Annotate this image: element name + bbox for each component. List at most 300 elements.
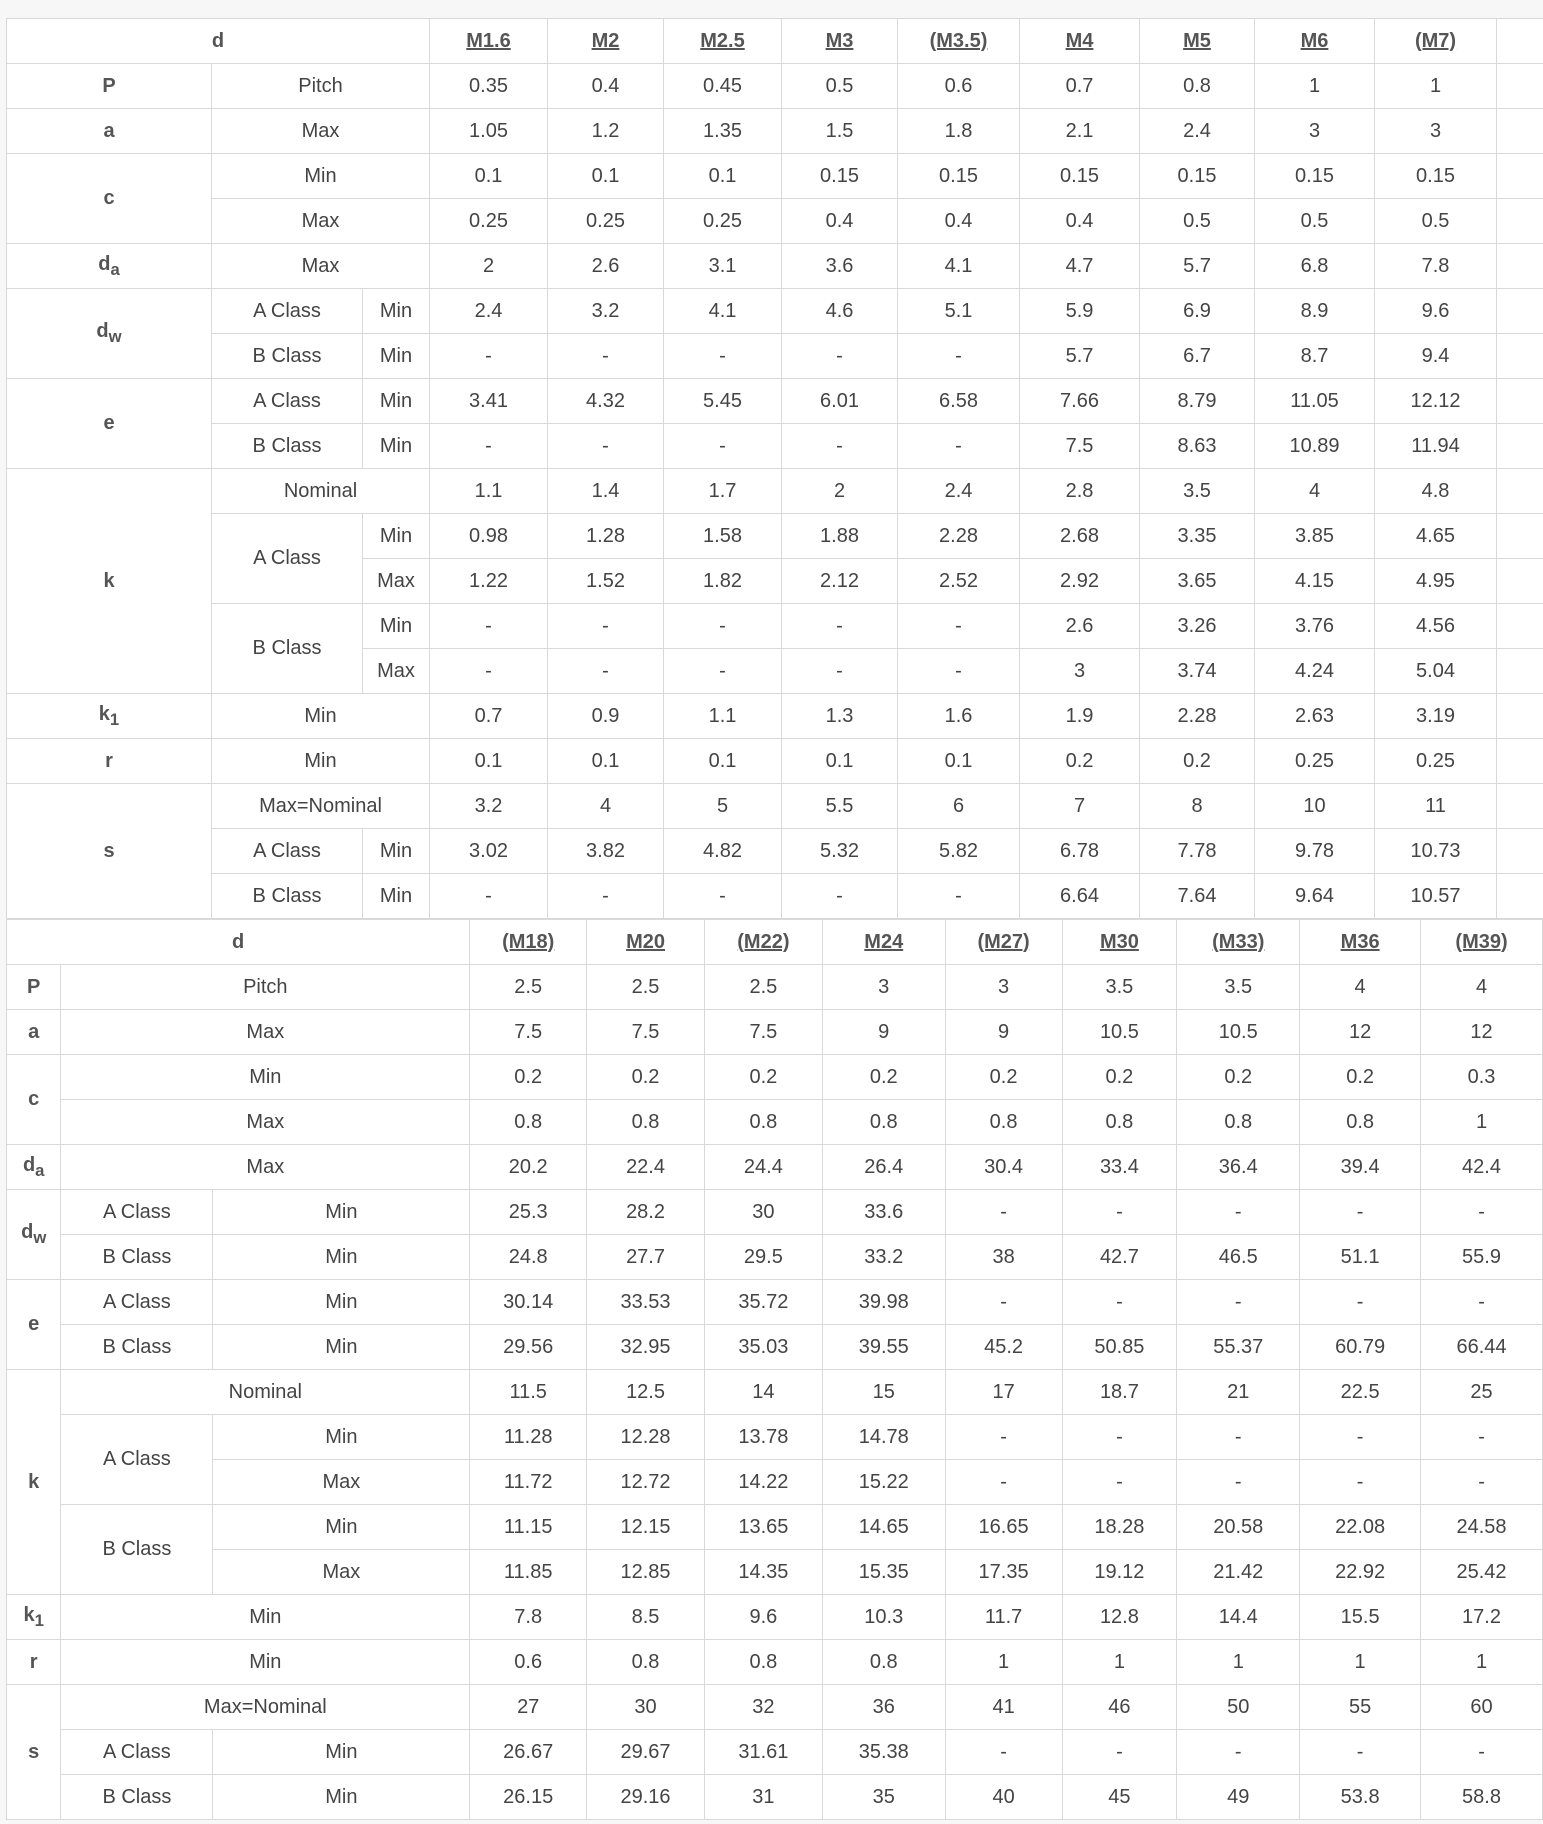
value-cell: - xyxy=(898,424,1020,469)
condition-label: Max=Nominal xyxy=(212,784,430,829)
value-cell: 3.2 xyxy=(548,289,664,334)
value-cell: - xyxy=(1062,1730,1177,1775)
value-cell: 30.14 xyxy=(470,1280,587,1325)
param-symbol: $d_a$ xyxy=(7,244,212,289)
value-cell: 7.66 xyxy=(1020,379,1140,424)
size-header: M20 xyxy=(587,920,705,965)
dimension-table-small-sizes xyxy=(6,18,1543,919)
param-symbol: a xyxy=(7,1010,61,1055)
value-cell: 4 xyxy=(1300,965,1421,1010)
value-cell: 51.1 xyxy=(1300,1235,1421,1280)
value-cell: 2.68 xyxy=(1020,514,1140,559)
value-cell: 12 xyxy=(1421,1010,1543,1055)
value-cell: 3.19 xyxy=(1375,694,1497,739)
table-row xyxy=(7,1730,1543,1775)
size-header: M36 xyxy=(1300,920,1421,965)
value-cell: 5.1 xyxy=(898,289,1020,334)
table-row xyxy=(7,1145,1543,1190)
value-cell: 1.2 xyxy=(548,109,664,154)
value-cell: 0.45 xyxy=(664,64,782,109)
value-cell: 0.2 xyxy=(704,1055,822,1100)
value-cell: 5.7 xyxy=(1020,334,1140,379)
value-cell: 1 xyxy=(945,1640,1062,1685)
header-label-d: d xyxy=(7,19,430,64)
value-cell: 5.82 xyxy=(898,829,1020,874)
value-cell: 66.44 xyxy=(1421,1325,1543,1370)
value-cell: 26.15 xyxy=(470,1775,587,1820)
value-cell: 4 xyxy=(548,784,664,829)
limit-label: Max xyxy=(213,1550,470,1595)
value-cell: 4.1 xyxy=(898,244,1020,289)
value-cell: 3.85 xyxy=(1255,514,1375,559)
value-cell: 31.61 xyxy=(704,1730,822,1775)
value-cell: 13.78 xyxy=(704,1415,822,1460)
value-cell: 4.95 xyxy=(1375,559,1497,604)
class-label: B Class xyxy=(212,334,363,379)
value-cell: 5.32 xyxy=(782,829,898,874)
value-cell: 5.45 xyxy=(664,379,782,424)
value-cell: 4.15 xyxy=(1255,559,1375,604)
value-cell: 9.6 xyxy=(704,1595,822,1640)
limit-label: Max xyxy=(363,559,430,604)
value-cell: - xyxy=(1062,1280,1177,1325)
truncated-column xyxy=(1497,19,1543,64)
value-cell: 1.5 xyxy=(782,109,898,154)
value-cell: 60.79 xyxy=(1300,1325,1421,1370)
size-header: (M33) xyxy=(1177,920,1300,965)
value-cell: 4.56 xyxy=(1375,604,1497,649)
value-cell: - xyxy=(1177,1415,1300,1460)
value-cell: 9 xyxy=(945,1010,1062,1055)
value-cell: 10.73 xyxy=(1375,829,1497,874)
value-cell: 0.15 xyxy=(1140,154,1255,199)
value-cell: - xyxy=(430,874,548,919)
value-cell: - xyxy=(548,424,664,469)
param-symbol: a xyxy=(7,109,212,154)
value-cell: 22.4 xyxy=(587,1145,705,1190)
value-cell: 4 xyxy=(1421,965,1543,1010)
class-label: A Class xyxy=(61,1280,213,1325)
value-cell: 10.5 xyxy=(1062,1010,1177,1055)
value-cell: 1.52 xyxy=(548,559,664,604)
condition-label: Min xyxy=(61,1055,470,1100)
value-cell: 10.57 xyxy=(1375,874,1497,919)
value-cell: 4.1 xyxy=(664,289,782,334)
value-cell: 1.1 xyxy=(664,694,782,739)
truncated-column xyxy=(1497,604,1543,649)
value-cell: 2.5 xyxy=(587,965,705,1010)
value-cell: 0.8 xyxy=(704,1640,822,1685)
value-cell: 55.37 xyxy=(1177,1325,1300,1370)
value-cell: 0.25 xyxy=(430,199,548,244)
value-cell: 22.08 xyxy=(1300,1505,1421,1550)
value-cell: - xyxy=(664,649,782,694)
value-cell: - xyxy=(898,874,1020,919)
param-symbol: k xyxy=(7,1370,61,1595)
value-cell: 7.78 xyxy=(1140,829,1255,874)
value-cell: 46.5 xyxy=(1177,1235,1300,1280)
value-cell: 2.8 xyxy=(1020,469,1140,514)
limit-label: Max xyxy=(213,1460,470,1505)
value-cell: 1.05 xyxy=(430,109,548,154)
value-cell: 2.6 xyxy=(548,244,664,289)
value-cell: 0.5 xyxy=(1375,199,1497,244)
size-header: (M7) xyxy=(1375,19,1497,64)
value-cell: - xyxy=(1177,1730,1300,1775)
value-cell: 0.2 xyxy=(587,1055,705,1100)
condition-label: Nominal xyxy=(61,1370,470,1415)
value-cell: 3.26 xyxy=(1140,604,1255,649)
value-cell: 14.78 xyxy=(822,1415,945,1460)
value-cell: 14.65 xyxy=(822,1505,945,1550)
value-cell: 2 xyxy=(430,244,548,289)
value-cell: 0.25 xyxy=(664,199,782,244)
value-cell: 6 xyxy=(898,784,1020,829)
size-header: M30 xyxy=(1062,920,1177,965)
limit-label: Min xyxy=(363,829,430,874)
value-cell: 1.1 xyxy=(430,469,548,514)
value-cell: 45.2 xyxy=(945,1325,1062,1370)
value-cell: 0.25 xyxy=(548,199,664,244)
value-cell: 35.38 xyxy=(822,1730,945,1775)
class-label: B Class xyxy=(61,1505,213,1595)
limit-label: Min xyxy=(213,1280,470,1325)
value-cell: 0.9 xyxy=(548,694,664,739)
size-header: M6 xyxy=(1255,19,1375,64)
value-cell: - xyxy=(1421,1280,1543,1325)
value-cell: 29.16 xyxy=(587,1775,705,1820)
param-symbol: P xyxy=(7,965,61,1010)
value-cell: 9.78 xyxy=(1255,829,1375,874)
value-cell: 11.15 xyxy=(470,1505,587,1550)
value-cell: 33.6 xyxy=(822,1190,945,1235)
value-cell: 10.5 xyxy=(1177,1010,1300,1055)
value-cell: 29.5 xyxy=(704,1235,822,1280)
value-cell: 25.3 xyxy=(470,1190,587,1235)
value-cell: - xyxy=(945,1280,1062,1325)
value-cell: 0.8 xyxy=(587,1640,705,1685)
value-cell: 21 xyxy=(1177,1370,1300,1415)
value-cell: 3 xyxy=(1375,109,1497,154)
value-cell: 32 xyxy=(704,1685,822,1730)
value-cell: 60 xyxy=(1421,1685,1543,1730)
value-cell: 3.65 xyxy=(1140,559,1255,604)
value-cell: 0.15 xyxy=(782,154,898,199)
class-label: B Class xyxy=(61,1235,213,1280)
value-cell: 3.02 xyxy=(430,829,548,874)
class-label: A Class xyxy=(61,1730,213,1775)
limit-label: Min xyxy=(363,334,430,379)
truncated-column xyxy=(1497,559,1543,604)
value-cell: 4.82 xyxy=(664,829,782,874)
limit-label: Min xyxy=(213,1505,470,1550)
value-cell: 0.8 xyxy=(822,1640,945,1685)
header-row xyxy=(7,19,1543,64)
value-cell: 11.85 xyxy=(470,1550,587,1595)
value-cell: - xyxy=(945,1190,1062,1235)
value-cell: 3.5 xyxy=(1140,469,1255,514)
value-cell: 1 xyxy=(1300,1640,1421,1685)
value-cell: 2.63 xyxy=(1255,694,1375,739)
value-cell: 0.2 xyxy=(1062,1055,1177,1100)
value-cell: 11.7 xyxy=(945,1595,1062,1640)
value-cell: 3.2 xyxy=(430,784,548,829)
table-row xyxy=(7,379,1543,424)
value-cell: 14.35 xyxy=(704,1550,822,1595)
table-row xyxy=(7,334,1543,379)
value-cell: - xyxy=(945,1730,1062,1775)
value-cell: 1 xyxy=(1177,1640,1300,1685)
value-cell: 11.72 xyxy=(470,1460,587,1505)
value-cell: 18.7 xyxy=(1062,1370,1177,1415)
value-cell: 1 xyxy=(1375,64,1497,109)
class-label: B Class xyxy=(212,424,363,469)
truncated-column xyxy=(1497,784,1543,829)
value-cell: 11.94 xyxy=(1375,424,1497,469)
limit-label: Min xyxy=(213,1190,470,1235)
value-cell: 9.6 xyxy=(1375,289,1497,334)
value-cell: 2.4 xyxy=(430,289,548,334)
value-cell: 0.4 xyxy=(548,64,664,109)
value-cell: 1.22 xyxy=(430,559,548,604)
param-symbol: k xyxy=(7,469,212,694)
value-cell: 0.2 xyxy=(1300,1055,1421,1100)
value-cell: 1.3 xyxy=(782,694,898,739)
limit-label: Min xyxy=(363,379,430,424)
truncated-column xyxy=(1497,874,1543,919)
value-cell: 0.15 xyxy=(898,154,1020,199)
condition-label: Max xyxy=(212,244,430,289)
value-cell: 22.92 xyxy=(1300,1550,1421,1595)
value-cell: 33.4 xyxy=(1062,1145,1177,1190)
value-cell: 1.9 xyxy=(1020,694,1140,739)
value-cell: - xyxy=(430,649,548,694)
value-cell: 2.4 xyxy=(898,469,1020,514)
value-cell: 6.7 xyxy=(1140,334,1255,379)
truncated-column xyxy=(1497,199,1543,244)
value-cell: - xyxy=(664,874,782,919)
value-cell: 12.12 xyxy=(1375,379,1497,424)
condition-label: Nominal xyxy=(212,469,430,514)
value-cell: 46 xyxy=(1062,1685,1177,1730)
header-row xyxy=(7,920,1543,965)
table-row xyxy=(7,154,1543,199)
value-cell: - xyxy=(898,604,1020,649)
class-label: B Class xyxy=(212,604,363,694)
value-cell: 12.8 xyxy=(1062,1595,1177,1640)
value-cell: 8.79 xyxy=(1140,379,1255,424)
value-cell: 6.8 xyxy=(1255,244,1375,289)
value-cell: - xyxy=(548,334,664,379)
value-cell: 31 xyxy=(704,1775,822,1820)
value-cell: 4.65 xyxy=(1375,514,1497,559)
value-cell: 0.8 xyxy=(587,1100,705,1145)
table-row xyxy=(7,1280,1543,1325)
value-cell: 0.1 xyxy=(664,154,782,199)
value-cell: 3 xyxy=(945,965,1062,1010)
value-cell: 41 xyxy=(945,1685,1062,1730)
condition-label: Pitch xyxy=(61,965,470,1010)
condition-label: Max xyxy=(212,109,430,154)
size-header: M1.6 xyxy=(430,19,548,64)
value-cell: - xyxy=(945,1415,1062,1460)
size-header: M5 xyxy=(1140,19,1255,64)
dimension-table-large-sizes xyxy=(6,919,1543,1820)
value-cell: 1 xyxy=(1062,1640,1177,1685)
value-cell: 55 xyxy=(1300,1685,1421,1730)
value-cell: - xyxy=(1300,1280,1421,1325)
value-cell: 1 xyxy=(1421,1100,1543,1145)
value-cell: 0.1 xyxy=(430,154,548,199)
value-cell: 8 xyxy=(1140,784,1255,829)
value-cell: 2.92 xyxy=(1020,559,1140,604)
value-cell: - xyxy=(1421,1730,1543,1775)
value-cell: - xyxy=(664,334,782,379)
limit-label: Min xyxy=(363,424,430,469)
value-cell: - xyxy=(1177,1190,1300,1235)
value-cell: - xyxy=(664,604,782,649)
value-cell: 2.5 xyxy=(704,965,822,1010)
value-cell: 7.5 xyxy=(470,1010,587,1055)
value-cell: 5.9 xyxy=(1020,289,1140,334)
value-cell: 1.6 xyxy=(898,694,1020,739)
value-cell: 7.64 xyxy=(1140,874,1255,919)
table-row xyxy=(7,604,1543,649)
value-cell: 29.67 xyxy=(587,1730,705,1775)
table-row xyxy=(7,1235,1543,1280)
value-cell: 20.58 xyxy=(1177,1505,1300,1550)
param-symbol: $k_1$ xyxy=(7,1595,61,1640)
value-cell: 2.6 xyxy=(1020,604,1140,649)
value-cell: 12 xyxy=(1300,1010,1421,1055)
value-cell: 3.1 xyxy=(664,244,782,289)
value-cell: 2 xyxy=(782,469,898,514)
value-cell: 7 xyxy=(1020,784,1140,829)
truncated-column xyxy=(1497,424,1543,469)
value-cell: 4.32 xyxy=(548,379,664,424)
value-cell: 6.58 xyxy=(898,379,1020,424)
value-cell: 2.4 xyxy=(1140,109,1255,154)
table-row xyxy=(7,1775,1543,1820)
value-cell: 36 xyxy=(822,1685,945,1730)
value-cell: 50.85 xyxy=(1062,1325,1177,1370)
value-cell: 14.22 xyxy=(704,1460,822,1505)
value-cell: 40 xyxy=(945,1775,1062,1820)
value-cell: - xyxy=(1062,1190,1177,1235)
value-cell: 35 xyxy=(822,1775,945,1820)
class-label: A Class xyxy=(212,829,363,874)
value-cell: 2.28 xyxy=(1140,694,1255,739)
param-symbol: $d_a$ xyxy=(7,1145,61,1190)
value-cell: 3.82 xyxy=(548,829,664,874)
value-cell: 1.4 xyxy=(548,469,664,514)
value-cell: 2.5 xyxy=(470,965,587,1010)
value-cell: 14.4 xyxy=(1177,1595,1300,1640)
table-row xyxy=(7,739,1543,784)
value-cell: 0.1 xyxy=(782,739,898,784)
condition-label: Min xyxy=(212,694,430,739)
table-row xyxy=(7,1010,1543,1055)
value-cell: - xyxy=(1421,1190,1543,1235)
table-row xyxy=(7,1370,1543,1415)
value-cell: 8.63 xyxy=(1140,424,1255,469)
value-cell: 5.04 xyxy=(1375,649,1497,694)
value-cell: 11 xyxy=(1375,784,1497,829)
value-cell: 0.8 xyxy=(1300,1100,1421,1145)
truncated-column xyxy=(1497,829,1543,874)
value-cell: - xyxy=(664,424,782,469)
value-cell: 8.9 xyxy=(1255,289,1375,334)
truncated-column xyxy=(1497,109,1543,154)
table-row xyxy=(7,199,1543,244)
value-cell: 33.2 xyxy=(822,1235,945,1280)
value-cell: 6.78 xyxy=(1020,829,1140,874)
table-row xyxy=(7,64,1543,109)
value-cell: 0.8 xyxy=(704,1100,822,1145)
value-cell: 16.65 xyxy=(945,1505,1062,1550)
condition-label: Max xyxy=(61,1010,470,1055)
value-cell: 12.15 xyxy=(587,1505,705,1550)
truncated-column xyxy=(1497,334,1543,379)
param-symbol: $d_w$ xyxy=(7,289,212,379)
value-cell: 3.74 xyxy=(1140,649,1255,694)
class-label: B Class xyxy=(61,1775,213,1820)
value-cell: 12.85 xyxy=(587,1550,705,1595)
table-row xyxy=(7,289,1543,334)
value-cell: 11.28 xyxy=(470,1415,587,1460)
value-cell: 17.2 xyxy=(1421,1595,1543,1640)
value-cell: 22.5 xyxy=(1300,1370,1421,1415)
value-cell: 26.67 xyxy=(470,1730,587,1775)
truncated-column xyxy=(1497,244,1543,289)
param-symbol: r xyxy=(7,739,212,784)
value-cell: 0.6 xyxy=(470,1640,587,1685)
class-label: A Class xyxy=(61,1190,213,1235)
truncated-column xyxy=(1497,469,1543,514)
condition-label: Max xyxy=(212,199,430,244)
value-cell: 13.65 xyxy=(704,1505,822,1550)
value-cell: 2.28 xyxy=(898,514,1020,559)
value-cell: 42.7 xyxy=(1062,1235,1177,1280)
param-symbol: r xyxy=(7,1640,61,1685)
spec-tables xyxy=(6,18,1543,1820)
value-cell: - xyxy=(1177,1460,1300,1505)
limit-label: Min xyxy=(213,1775,470,1820)
value-cell: 10.3 xyxy=(822,1595,945,1640)
value-cell: 0.8 xyxy=(945,1100,1062,1145)
value-cell: 1.88 xyxy=(782,514,898,559)
param-symbol: e xyxy=(7,379,212,469)
value-cell: 25 xyxy=(1421,1370,1543,1415)
value-cell: 4 xyxy=(1255,469,1375,514)
table-row xyxy=(7,1190,1543,1235)
table-row xyxy=(7,829,1543,874)
value-cell: 14 xyxy=(704,1370,822,1415)
value-cell: 0.7 xyxy=(430,694,548,739)
value-cell: 10 xyxy=(1255,784,1375,829)
value-cell: 0.5 xyxy=(782,64,898,109)
value-cell: 0.8 xyxy=(822,1100,945,1145)
value-cell: 3 xyxy=(1255,109,1375,154)
table-row xyxy=(7,874,1543,919)
condition-label: Min xyxy=(61,1595,470,1640)
value-cell: 0.2 xyxy=(1177,1055,1300,1100)
size-header: M2.5 xyxy=(664,19,782,64)
table-row xyxy=(7,1550,1543,1595)
value-cell: - xyxy=(1300,1460,1421,1505)
value-cell: 0.1 xyxy=(430,739,548,784)
value-cell: 3.41 xyxy=(430,379,548,424)
